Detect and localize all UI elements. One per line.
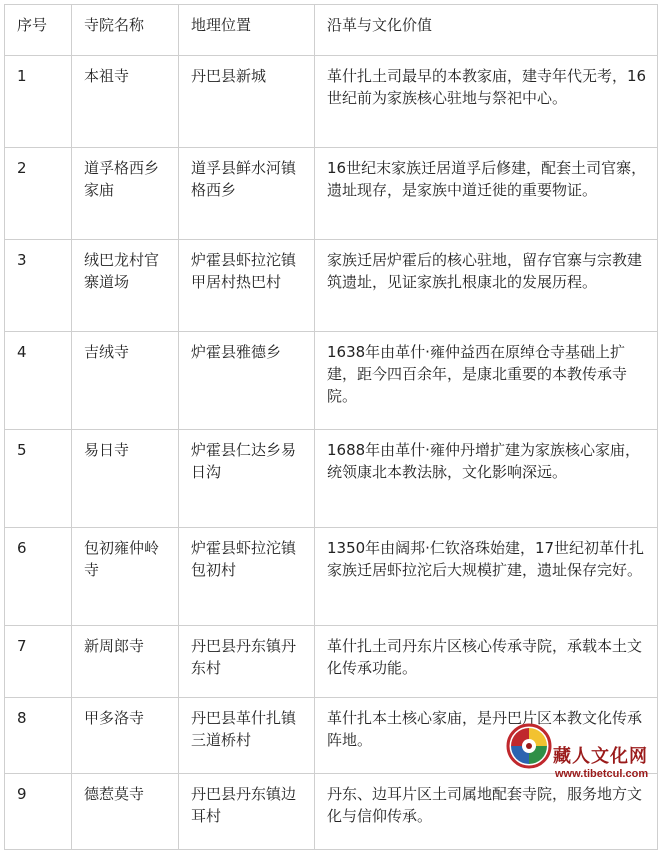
table-row (5, 240, 658, 332)
temple-history: 16世纪末家族迁居道孚后修建，配套土司官寨，遗址现存，是家族中道迁徙的重要物证。 (315, 148, 658, 240)
temple-name: 本祖寺 (72, 56, 179, 148)
row-index: 3 (5, 240, 72, 332)
tibetcul-logo-icon (505, 722, 553, 770)
row-index: 6 (5, 528, 72, 626)
row-index: 8 (5, 698, 72, 774)
temple-location: 道孚县鲜水河镇格西乡 (179, 148, 315, 240)
row-index: 1 (5, 56, 72, 148)
table-header-row (5, 5, 658, 56)
temple-name: 包初雍仲岭寺 (72, 528, 179, 626)
temple-history: 丹东、边耳片区土司属地配套寺院，服务地方文化与信仰传承。 (315, 774, 658, 850)
temple-location: 炉霍县虾拉沱镇甲居村热巴村 (179, 240, 315, 332)
row-index: 9 (5, 774, 72, 850)
temple-location: 丹巴县革什扎镇三道桥村 (179, 698, 315, 774)
watermark-site-name: 藏人文化网 (553, 746, 648, 767)
header-index: 序号 (5, 5, 72, 56)
row-index: 7 (5, 626, 72, 698)
header-history-value: 沿革与文化价值 (315, 5, 658, 56)
table-row (5, 626, 658, 698)
temple-history: 1688年由革什·雍仲丹增扩建为家族核心家庙，统领康北本教法脉，文化影响深远。 (315, 430, 658, 528)
header-temple-name: 寺院名称 (72, 5, 179, 56)
row-index: 2 (5, 148, 72, 240)
row-index: 4 (5, 332, 72, 430)
header-location: 地理位置 (179, 5, 315, 56)
temple-location: 炉霍县仁达乡易日沟 (179, 430, 315, 528)
table-row (5, 332, 658, 430)
temple-location: 炉霍县虾拉沱镇包初村 (179, 528, 315, 626)
temple-name: 新周郎寺 (72, 626, 179, 698)
temple-name: 德惹莫寺 (72, 774, 179, 850)
temple-location: 丹巴县丹东镇边耳村 (179, 774, 315, 850)
temple-history: 家族迁居炉霍后的核心驻地，留存官寨与宗教建筑遗址，见证家族扎根康北的发展历程。 (315, 240, 658, 332)
watermark-site-url: www.tibetcul.com (555, 768, 649, 780)
table-row (5, 148, 658, 240)
temple-name: 绒巴龙村官寨道场 (72, 240, 179, 332)
temple-name: 易日寺 (72, 430, 179, 528)
temple-history: 革什扎土司最早的本教家庙，建寺年代无考，16世纪前为家族核心驻地与祭祀中心。 (315, 56, 658, 148)
temple-history: 1638年由革什·雍仲益西在原绰仓寺基础上扩建，距今四百余年，是康北重要的本教传承寺院。 (315, 332, 658, 430)
temple-name: 吉绒寺 (72, 332, 179, 430)
temple-location: 丹巴县新城 (179, 56, 315, 148)
temple-location: 丹巴县丹东镇丹东村 (179, 626, 315, 698)
table-row (5, 56, 658, 148)
row-index: 5 (5, 430, 72, 528)
table-row (5, 528, 658, 626)
temple-location: 炉霍县雅德乡 (179, 332, 315, 430)
temple-history: 1350年由阔邦·仁钦洛珠始建，17世纪初革什扎家族迁居虾拉沱后大规模扩建，遗址保存完好。 (315, 528, 658, 626)
table-row (5, 430, 658, 528)
temple-name: 甲多洛寺 (72, 698, 179, 774)
temple-history: 革什扎本土核心家庙，是丹巴片区本教文化传承阵地。 (315, 698, 658, 774)
temple-name: 道孚格西乡家庙 (72, 148, 179, 240)
tibetcul-watermark (497, 720, 657, 788)
temple-history: 革什扎土司丹东片区核心传承寺院，承载本土文化传承功能。 (315, 626, 658, 698)
